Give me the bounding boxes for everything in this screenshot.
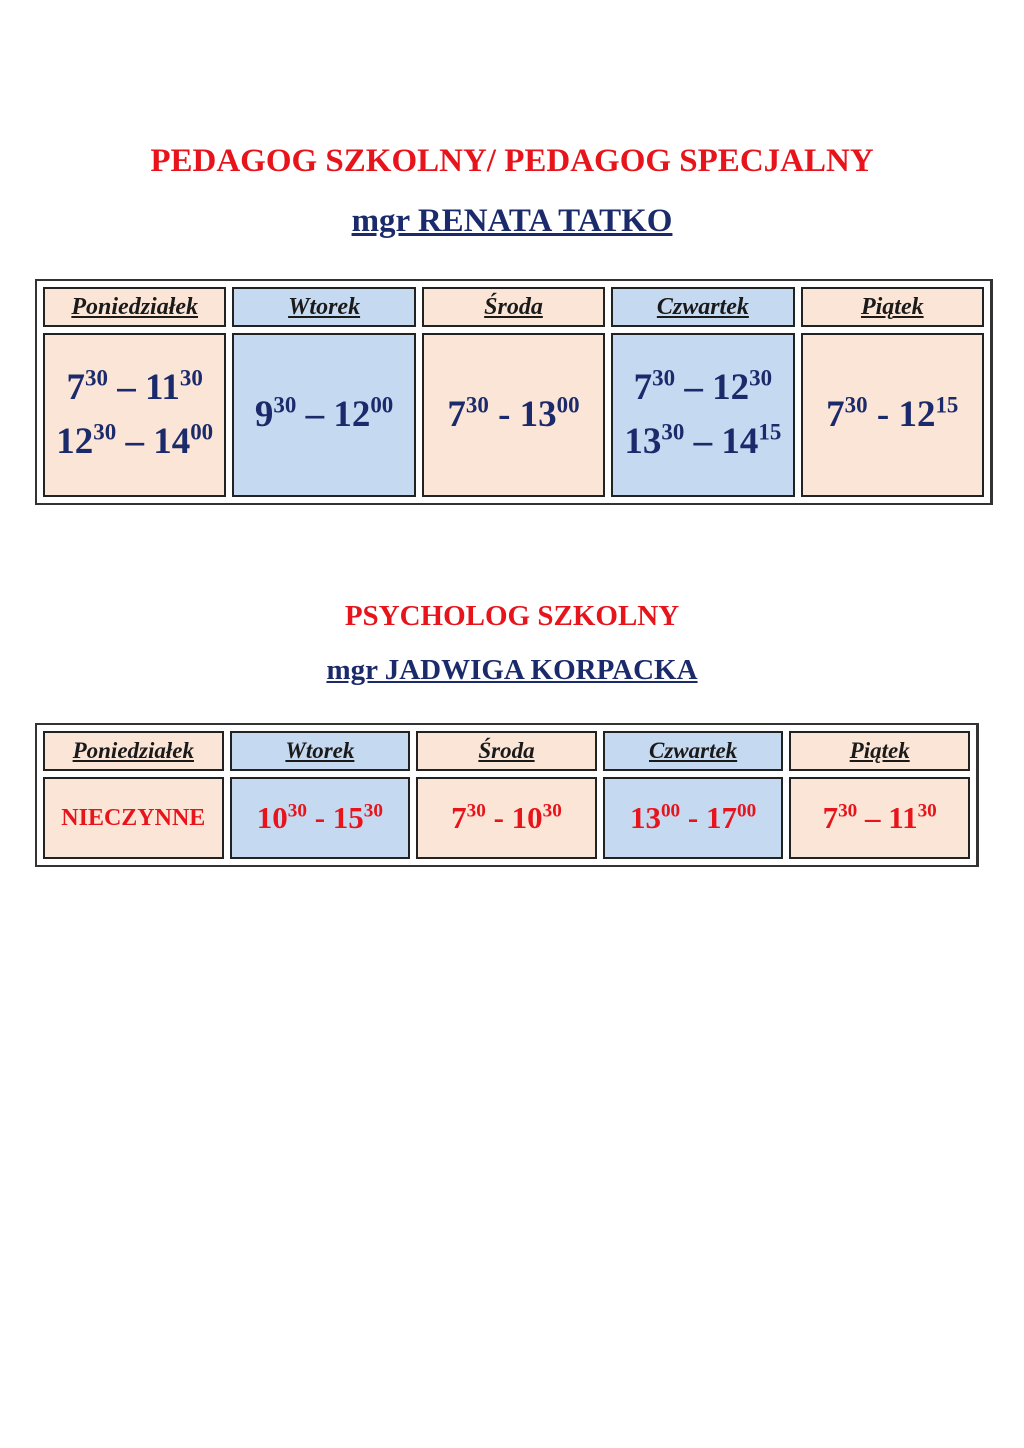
start-hour: 13 xyxy=(629,800,661,835)
time-range xyxy=(803,388,982,442)
end-hour: 12 xyxy=(898,394,936,435)
start-minutes: 30 xyxy=(273,392,297,418)
start-minutes: 30 xyxy=(652,365,676,391)
table-hours-row xyxy=(43,333,984,497)
end-minutes: 30 xyxy=(179,365,203,391)
end-minutes: 30 xyxy=(363,800,383,822)
day-header-wednesday: Środa xyxy=(422,287,605,327)
day-header-monday: Poniedziałek xyxy=(43,731,224,771)
hours-cell-friday xyxy=(789,777,970,859)
day-header-wednesday: Środa xyxy=(416,731,597,771)
start-hour: 13 xyxy=(624,421,662,462)
schedule-table-pedagog xyxy=(35,279,993,505)
range-separator: – xyxy=(675,367,713,408)
start-hour: 7 xyxy=(826,394,845,435)
start-minutes: 30 xyxy=(838,800,858,822)
time-range xyxy=(630,800,756,835)
start-hour: 7 xyxy=(66,367,86,408)
time-range xyxy=(613,415,792,469)
day-header-thursday: Czwartek xyxy=(611,287,794,327)
day-header-monday: Poniedziałek xyxy=(43,287,226,327)
end-hour: 11 xyxy=(888,800,918,835)
end-hour: 12 xyxy=(712,367,750,408)
end-minutes: 00 xyxy=(370,392,394,418)
start-minutes: 30 xyxy=(661,419,685,445)
time-range xyxy=(45,361,224,415)
time-range xyxy=(823,800,937,835)
time-range xyxy=(451,800,562,835)
hours-cell-wednesday xyxy=(422,333,605,497)
start-hour: 7 xyxy=(451,800,467,835)
end-minutes: 15 xyxy=(758,419,782,445)
start-minutes: 30 xyxy=(93,419,117,445)
table-header-row xyxy=(43,731,970,771)
range-separator: - xyxy=(485,800,512,835)
end-minutes: 00 xyxy=(736,800,757,822)
end-minutes: 15 xyxy=(935,392,959,418)
hours-cell-wednesday xyxy=(416,777,597,859)
end-minutes: 30 xyxy=(542,800,562,822)
range-separator: - xyxy=(306,800,333,835)
start-minutes: 30 xyxy=(844,392,868,418)
time-range xyxy=(257,800,383,835)
range-separator: – xyxy=(857,800,889,835)
hours-cell-friday xyxy=(801,333,984,497)
day-header-friday: Piątek xyxy=(789,731,970,771)
range-separator: – xyxy=(116,421,154,462)
range-separator: - xyxy=(488,394,520,435)
end-hour: 13 xyxy=(519,394,557,435)
range-separator: – xyxy=(296,394,334,435)
start-minutes: 00 xyxy=(660,800,681,822)
start-minutes: 30 xyxy=(466,800,486,822)
end-hour: 17 xyxy=(705,800,737,835)
section1-person-name: mgr RENATA TATKO xyxy=(351,203,673,239)
end-hour: 14 xyxy=(721,421,759,462)
start-hour: 9 xyxy=(254,394,274,435)
hours-cell-tuesday xyxy=(230,777,411,859)
table-hours-row xyxy=(43,777,970,859)
end-minutes: 00 xyxy=(190,419,214,445)
time-range xyxy=(45,415,224,469)
start-hour: 7 xyxy=(822,800,839,835)
start-minutes: 30 xyxy=(85,365,108,391)
end-minutes: 00 xyxy=(556,392,580,418)
start-hour: 7 xyxy=(447,394,466,435)
time-range xyxy=(424,388,603,442)
start-hour: 10 xyxy=(256,800,288,835)
range-separator: - xyxy=(867,394,899,435)
end-minutes: 30 xyxy=(917,800,937,822)
hours-cell-tuesday xyxy=(232,333,415,497)
table-header-row xyxy=(43,287,984,327)
hours-cell-monday xyxy=(43,333,226,497)
section2-role-title: PSYCHOLOG SZKOLNY xyxy=(344,600,680,632)
day-header-thursday: Czwartek xyxy=(603,731,784,771)
start-minutes: 30 xyxy=(287,800,307,822)
end-hour: 12 xyxy=(333,394,371,435)
start-hour: 12 xyxy=(56,421,94,462)
range-separator: – xyxy=(107,367,145,408)
time-range xyxy=(234,388,413,442)
hours-cell-monday-closed: NIECZYNNE xyxy=(43,777,224,859)
end-hour: 11 xyxy=(144,367,180,408)
start-minutes: 30 xyxy=(465,392,489,418)
range-separator: - xyxy=(680,800,706,835)
schedule-table-psycholog xyxy=(35,723,979,867)
day-header-tuesday: Wtorek xyxy=(232,287,415,327)
time-range xyxy=(613,361,792,415)
section1-role-title: PEDAGOG SZKOLNY/ PEDAGOG SPECJALNY xyxy=(150,143,874,179)
section2-person-name: mgr JADWIGA KORPACKA xyxy=(326,654,698,686)
hours-cell-thursday xyxy=(611,333,794,497)
end-minutes: 30 xyxy=(749,365,773,391)
day-header-friday: Piątek xyxy=(801,287,984,327)
hours-cell-thursday xyxy=(603,777,784,859)
range-separator: – xyxy=(684,421,722,462)
end-hour: 14 xyxy=(153,421,191,462)
start-hour: 7 xyxy=(633,367,653,408)
day-header-tuesday: Wtorek xyxy=(230,731,411,771)
end-hour: 10 xyxy=(511,800,543,835)
end-hour: 15 xyxy=(332,800,364,835)
